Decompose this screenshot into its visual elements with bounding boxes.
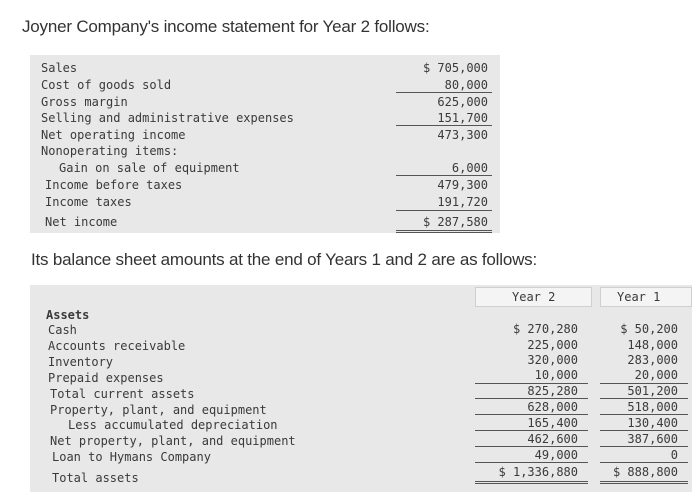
balance-row-label: Less accumulated depreciation — [68, 418, 278, 432]
balance-year1-value: $ 50,200 — [620, 322, 678, 336]
double-underline — [475, 483, 588, 484]
income-row-value: 6,000 — [451, 161, 488, 175]
income-row-label: Income before taxes — [45, 178, 183, 192]
balance-year1-value: 0 — [670, 448, 678, 462]
income-row-value: 473,300 — [437, 128, 488, 142]
balance-year2-value: 628,000 — [527, 400, 578, 414]
underline — [475, 462, 588, 463]
income-row-label: Gain on sale of equipment — [59, 161, 240, 175]
balance-year1-value: 130,400 — [627, 416, 678, 430]
income-row-value: $ 705,000 — [422, 61, 488, 75]
balance-row-label: Loan to Hymans Company — [52, 450, 211, 464]
balance-year1-value: 148,000 — [627, 338, 678, 352]
balance-year1-value: 20,000 — [634, 368, 678, 382]
balance-row-label: Prepaid expenses — [48, 371, 164, 385]
double-underline — [600, 481, 688, 482]
year1-column-header — [600, 287, 692, 307]
balance-year2-value: 10,000 — [534, 368, 578, 382]
underline — [600, 446, 688, 447]
balance-year2-value: 165,400 — [527, 416, 578, 430]
balance-row-label: Accounts receivable — [48, 339, 186, 353]
income-statement-heading: Joyner Company's income statement for Year 2 follows: — [22, 17, 430, 36]
assets-section-label: Assets — [46, 308, 90, 322]
balance-year2-value: 462,600 — [527, 432, 578, 446]
income-row-value: 191,720 — [437, 195, 488, 209]
income-row-value: $ 287,580 — [422, 215, 488, 229]
underline — [396, 92, 492, 93]
income-row-value: 479,300 — [437, 178, 488, 192]
balance-year2-value: 49,000 — [534, 448, 578, 462]
balance-sheet-table — [30, 285, 692, 492]
balance-year1-value: 387,600 — [627, 432, 678, 446]
underline — [600, 462, 688, 463]
balance-year2-value: 225,000 — [527, 338, 578, 352]
income-row-label: Selling and administrative expenses — [41, 111, 294, 125]
balance-row-label: Property, plant, and equipment — [50, 403, 267, 417]
income-row-label: Net income — [45, 215, 118, 229]
year2-column-header — [475, 287, 592, 307]
double-underline — [475, 481, 588, 482]
underline — [600, 398, 688, 399]
double-underline — [600, 483, 688, 484]
underline — [475, 414, 588, 415]
income-row-label: Cost of goods sold — [41, 78, 172, 92]
balance-sheet-heading: Its balance sheet amounts at the end of Years 1 and 2 are as follows: — [31, 250, 537, 269]
underline — [475, 446, 588, 447]
balance-year2-value: 825,280 — [527, 384, 578, 398]
income-row-value: 625,000 — [437, 95, 488, 109]
underline — [600, 383, 688, 384]
underline — [475, 430, 588, 431]
balance-row-label: Inventory — [48, 355, 114, 369]
income-row-label: Sales — [41, 61, 78, 75]
income-row-label: Gross margin — [41, 95, 128, 109]
income-row-value: 80,000 — [444, 78, 488, 92]
income-row-value: 151,700 — [437, 111, 488, 125]
balance-row-label: Cash — [48, 323, 77, 337]
income-row-label: Income taxes — [45, 195, 132, 209]
balance-year2-value: $ 270,280 — [512, 322, 578, 336]
balance-year1-value: 283,000 — [627, 353, 678, 367]
balance-year1-value: 501,200 — [627, 384, 678, 398]
balance-row-label: Total current assets — [50, 387, 195, 401]
year1-header-label: Year 1 — [617, 290, 661, 304]
balance-year1-value: 518,000 — [627, 400, 678, 414]
underline — [396, 210, 492, 211]
income-row-label: Net operating income — [41, 128, 186, 142]
balance-row-label: Total assets — [52, 471, 139, 485]
balance-year2-value: $ 1,336,880 — [498, 465, 578, 479]
double-underline — [396, 232, 492, 233]
underline — [600, 414, 688, 415]
balance-row-label: Net property, plant, and equipment — [50, 434, 296, 448]
underline — [475, 398, 588, 399]
underline — [600, 430, 688, 431]
balance-year2-value: 320,000 — [527, 353, 578, 367]
year2-header-label: Year 2 — [512, 290, 556, 304]
balance-year1-value: $ 888,800 — [612, 465, 678, 479]
income-statement-table — [30, 55, 500, 233]
underline — [475, 383, 588, 384]
underline — [396, 125, 492, 126]
underline — [396, 175, 492, 176]
income-row-label: Nonoperating items: — [41, 144, 179, 158]
double-underline — [396, 230, 492, 231]
